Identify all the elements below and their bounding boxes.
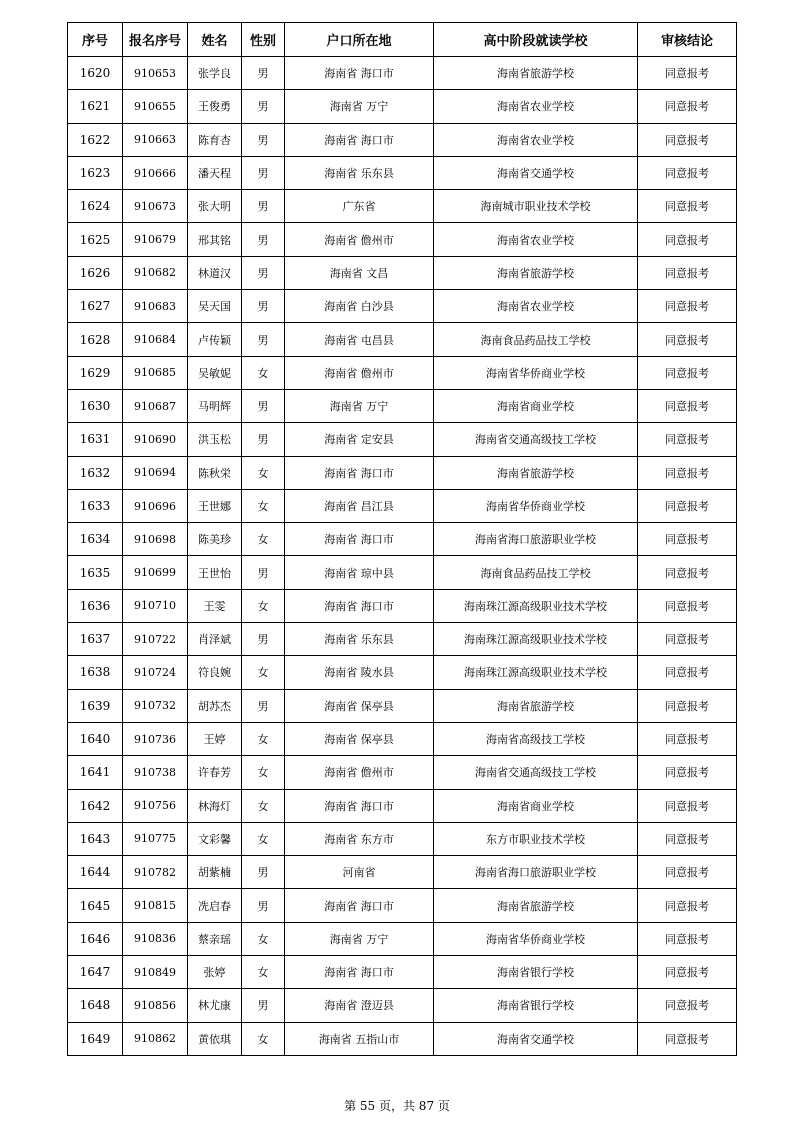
cell-name: 马明辉 (188, 389, 242, 422)
cell-name: 符良婉 (188, 656, 242, 689)
table-row (68, 489, 737, 522)
cell-gender: 女 (242, 922, 285, 955)
header-conclusion: 审核结论 (638, 23, 737, 57)
cell-name: 王雯 (188, 589, 242, 622)
cell-conclusion: 同意报考 (638, 256, 737, 289)
cell-seq: 1648 (68, 989, 123, 1022)
cell-household: 海南省 保亭县 (285, 722, 434, 755)
header-household: 户口所在地 (285, 23, 434, 57)
cell-school: 海南省海口旅游职业学校 (434, 856, 638, 889)
cell-conclusion: 同意报考 (638, 156, 737, 189)
cell-household: 海南省 海口市 (285, 456, 434, 489)
cell-name: 吴天国 (188, 290, 242, 323)
cell-reg-no: 910738 (123, 756, 188, 789)
cell-gender: 女 (242, 589, 285, 622)
cell-conclusion: 同意报考 (638, 623, 737, 656)
cell-seq: 1646 (68, 922, 123, 955)
cell-household: 海南省 万宁 (285, 389, 434, 422)
cell-gender: 男 (242, 323, 285, 356)
cell-gender: 男 (242, 90, 285, 123)
cell-name: 王婷 (188, 722, 242, 755)
cell-household: 海南省 乐东县 (285, 623, 434, 656)
cell-household: 海南省 万宁 (285, 922, 434, 955)
cell-name: 冼启春 (188, 889, 242, 922)
cell-household: 广东省 (285, 190, 434, 223)
cell-gender: 女 (242, 956, 285, 989)
cell-name: 陈美珍 (188, 523, 242, 556)
cell-reg-no: 910653 (123, 57, 188, 90)
cell-reg-no: 910679 (123, 223, 188, 256)
cell-name: 林尤康 (188, 989, 242, 1022)
cell-seq: 1641 (68, 756, 123, 789)
table-row (68, 1022, 737, 1055)
cell-seq: 1635 (68, 556, 123, 589)
cell-seq: 1623 (68, 156, 123, 189)
cell-conclusion: 同意报考 (638, 889, 737, 922)
cell-gender: 女 (242, 656, 285, 689)
cell-conclusion: 同意报考 (638, 989, 737, 1022)
cell-school: 海南省交通高级技工学校 (434, 423, 638, 456)
cell-school: 海南省农业学校 (434, 90, 638, 123)
cell-school: 海南省商业学校 (434, 789, 638, 822)
cell-gender: 男 (242, 190, 285, 223)
cell-name: 蔡亲瑶 (188, 922, 242, 955)
table-row (68, 190, 737, 223)
cell-household: 海南省 琼中县 (285, 556, 434, 589)
cell-school: 海南省银行学校 (434, 956, 638, 989)
cell-gender: 男 (242, 290, 285, 323)
cell-school: 海南珠江源高级职业技术学校 (434, 623, 638, 656)
cell-seq: 1622 (68, 123, 123, 156)
cell-reg-no: 910836 (123, 922, 188, 955)
cell-household: 海南省 儋州市 (285, 356, 434, 389)
cell-name: 王俊勇 (188, 90, 242, 123)
cell-school: 海南省华侨商业学校 (434, 922, 638, 955)
table-row (68, 722, 737, 755)
cell-school: 海南省旅游学校 (434, 256, 638, 289)
cell-gender: 男 (242, 623, 285, 656)
cell-name: 邢其铭 (188, 223, 242, 256)
cell-household: 海南省 定安县 (285, 423, 434, 456)
cell-reg-no: 910698 (123, 523, 188, 556)
cell-conclusion: 同意报考 (638, 389, 737, 422)
cell-household: 海南省 海口市 (285, 789, 434, 822)
cell-reg-no: 910683 (123, 290, 188, 323)
cell-conclusion: 同意报考 (638, 656, 737, 689)
cell-conclusion: 同意报考 (638, 689, 737, 722)
cell-household: 海南省 海口市 (285, 57, 434, 90)
table-row (68, 922, 737, 955)
cell-seq: 1626 (68, 256, 123, 289)
table-row (68, 323, 737, 356)
cell-seq: 1645 (68, 889, 123, 922)
cell-reg-no: 910687 (123, 389, 188, 422)
cell-reg-no: 910663 (123, 123, 188, 156)
cell-name: 卢传颖 (188, 323, 242, 356)
cell-conclusion: 同意报考 (638, 57, 737, 90)
cell-gender: 男 (242, 423, 285, 456)
cell-reg-no: 910775 (123, 822, 188, 855)
cell-seq: 1647 (68, 956, 123, 989)
cell-name: 洪玉松 (188, 423, 242, 456)
cell-seq: 1640 (68, 722, 123, 755)
cell-name: 张大明 (188, 190, 242, 223)
cell-name: 陈秋栄 (188, 456, 242, 489)
cell-conclusion: 同意报考 (638, 123, 737, 156)
cell-gender: 男 (242, 389, 285, 422)
table-row (68, 156, 737, 189)
cell-gender: 女 (242, 756, 285, 789)
cell-conclusion: 同意报考 (638, 589, 737, 622)
cell-seq: 1643 (68, 822, 123, 855)
cell-school: 海南省高级技工学校 (434, 722, 638, 755)
cell-seq: 1633 (68, 489, 123, 522)
cell-household: 海南省 五指山市 (285, 1022, 434, 1055)
cell-seq: 1634 (68, 523, 123, 556)
cell-household: 海南省 屯昌县 (285, 323, 434, 356)
cell-household: 海南省 海口市 (285, 523, 434, 556)
cell-reg-no: 910694 (123, 456, 188, 489)
cell-school: 海南省华侨商业学校 (434, 489, 638, 522)
cell-school: 海南省交通高级技工学校 (434, 756, 638, 789)
cell-reg-no: 910710 (123, 589, 188, 622)
table-row (68, 623, 737, 656)
table-row (68, 689, 737, 722)
cell-name: 胡苏杰 (188, 689, 242, 722)
cell-name: 胡紫楠 (188, 856, 242, 889)
cell-conclusion: 同意报考 (638, 956, 737, 989)
cell-school: 海南省华侨商业学校 (434, 356, 638, 389)
header-school: 高中阶段就读学校 (434, 23, 638, 57)
cell-household: 海南省 乐东县 (285, 156, 434, 189)
cell-seq: 1639 (68, 689, 123, 722)
cell-school: 海南食品药品技工学校 (434, 556, 638, 589)
cell-gender: 男 (242, 889, 285, 922)
cell-household: 海南省 万宁 (285, 90, 434, 123)
cell-household: 海南省 昌江县 (285, 489, 434, 522)
cell-seq: 1632 (68, 456, 123, 489)
cell-reg-no: 910666 (123, 156, 188, 189)
cell-gender: 女 (242, 523, 285, 556)
cell-conclusion: 同意报考 (638, 223, 737, 256)
cell-conclusion: 同意报考 (638, 456, 737, 489)
table-header-row (68, 23, 737, 57)
table-row (68, 822, 737, 855)
cell-conclusion: 同意报考 (638, 523, 737, 556)
cell-gender: 男 (242, 156, 285, 189)
cell-reg-no: 910732 (123, 689, 188, 722)
cell-seq: 1621 (68, 90, 123, 123)
cell-seq: 1631 (68, 423, 123, 456)
cell-household: 海南省 儋州市 (285, 756, 434, 789)
cell-household: 海南省 澄迈县 (285, 989, 434, 1022)
cell-school: 东方市职业技术学校 (434, 822, 638, 855)
cell-seq: 1628 (68, 323, 123, 356)
cell-reg-no: 910685 (123, 356, 188, 389)
cell-conclusion: 同意报考 (638, 856, 737, 889)
cell-gender: 男 (242, 856, 285, 889)
table-row (68, 989, 737, 1022)
cell-reg-no: 910682 (123, 256, 188, 289)
cell-name: 潘天程 (188, 156, 242, 189)
cell-gender: 女 (242, 789, 285, 822)
table-row (68, 756, 737, 789)
cell-name: 陈育杏 (188, 123, 242, 156)
cell-gender: 女 (242, 1022, 285, 1055)
page-number: 第 55 页，共 87 页 (344, 1099, 450, 1113)
cell-household: 海南省 白沙县 (285, 290, 434, 323)
cell-reg-no: 910673 (123, 190, 188, 223)
cell-name: 肖泽斌 (188, 623, 242, 656)
cell-school: 海南城市职业技术学校 (434, 190, 638, 223)
cell-reg-no: 910696 (123, 489, 188, 522)
cell-gender: 男 (242, 689, 285, 722)
header-gender: 性别 (242, 23, 285, 57)
roster-table (67, 22, 737, 1056)
cell-seq: 1625 (68, 223, 123, 256)
cell-gender: 女 (242, 822, 285, 855)
cell-household: 海南省 东方市 (285, 822, 434, 855)
cell-school: 海南食品药品技工学校 (434, 323, 638, 356)
header-reg-no: 报名序号 (123, 23, 188, 57)
cell-conclusion: 同意报考 (638, 290, 737, 323)
cell-name: 文彩馨 (188, 822, 242, 855)
cell-reg-no: 910724 (123, 656, 188, 689)
cell-school: 海南省农业学校 (434, 290, 638, 323)
table-row (68, 556, 737, 589)
cell-school: 海南省旅游学校 (434, 456, 638, 489)
cell-school: 海南省农业学校 (434, 223, 638, 256)
cell-name: 王世娜 (188, 489, 242, 522)
cell-school: 海南省农业学校 (434, 123, 638, 156)
cell-conclusion: 同意报考 (638, 90, 737, 123)
cell-seq: 1627 (68, 290, 123, 323)
cell-name: 王世怡 (188, 556, 242, 589)
cell-conclusion: 同意报考 (638, 789, 737, 822)
table-row (68, 956, 737, 989)
cell-name: 吴敏妮 (188, 356, 242, 389)
table-row (68, 789, 737, 822)
table-row (68, 123, 737, 156)
cell-school: 海南珠江源高级职业技术学校 (434, 656, 638, 689)
cell-household: 海南省 文昌 (285, 256, 434, 289)
cell-household: 海南省 陵水县 (285, 656, 434, 689)
table-row (68, 356, 737, 389)
cell-gender: 男 (242, 256, 285, 289)
cell-reg-no: 910690 (123, 423, 188, 456)
cell-household: 海南省 海口市 (285, 956, 434, 989)
table-row (68, 57, 737, 90)
cell-seq: 1636 (68, 589, 123, 622)
table-row (68, 889, 737, 922)
cell-school: 海南珠江源高级职业技术学校 (434, 589, 638, 622)
cell-school: 海南省交通学校 (434, 156, 638, 189)
table-row (68, 523, 737, 556)
cell-seq: 1629 (68, 356, 123, 389)
cell-conclusion: 同意报考 (638, 822, 737, 855)
cell-gender: 女 (242, 722, 285, 755)
cell-reg-no: 910699 (123, 556, 188, 589)
cell-conclusion: 同意报考 (638, 922, 737, 955)
cell-household: 海南省 海口市 (285, 123, 434, 156)
cell-reg-no: 910849 (123, 956, 188, 989)
cell-name: 许春芳 (188, 756, 242, 789)
header-seq: 序号 (68, 23, 123, 57)
cell-reg-no: 910684 (123, 323, 188, 356)
table-row (68, 656, 737, 689)
cell-household: 海南省 保亭县 (285, 689, 434, 722)
table-row (68, 589, 737, 622)
cell-conclusion: 同意报考 (638, 722, 737, 755)
cell-name: 林道汉 (188, 256, 242, 289)
cell-reg-no: 910862 (123, 1022, 188, 1055)
cell-conclusion: 同意报考 (638, 356, 737, 389)
cell-seq: 1624 (68, 190, 123, 223)
cell-conclusion: 同意报考 (638, 1022, 737, 1055)
cell-reg-no: 910856 (123, 989, 188, 1022)
table-row (68, 456, 737, 489)
table-row (68, 290, 737, 323)
cell-seq: 1620 (68, 57, 123, 90)
cell-conclusion: 同意报考 (638, 423, 737, 456)
table-row (68, 90, 737, 123)
cell-conclusion: 同意报考 (638, 556, 737, 589)
cell-school: 海南省商业学校 (434, 389, 638, 422)
cell-name: 张婷 (188, 956, 242, 989)
cell-seq: 1644 (68, 856, 123, 889)
cell-conclusion: 同意报考 (638, 489, 737, 522)
cell-gender: 女 (242, 356, 285, 389)
cell-gender: 男 (242, 123, 285, 156)
cell-household: 海南省 海口市 (285, 589, 434, 622)
cell-seq: 1649 (68, 1022, 123, 1055)
cell-gender: 男 (242, 989, 285, 1022)
cell-gender: 男 (242, 57, 285, 90)
table-row (68, 256, 737, 289)
cell-seq: 1642 (68, 789, 123, 822)
table-row (68, 389, 737, 422)
cell-household: 海南省 儋州市 (285, 223, 434, 256)
header-name: 姓名 (188, 23, 242, 57)
cell-school: 海南省交通学校 (434, 1022, 638, 1055)
cell-reg-no: 910736 (123, 722, 188, 755)
cell-name: 林海灯 (188, 789, 242, 822)
cell-school: 海南省旅游学校 (434, 689, 638, 722)
cell-seq: 1637 (68, 623, 123, 656)
cell-seq: 1630 (68, 389, 123, 422)
cell-gender: 男 (242, 556, 285, 589)
cell-name: 张学良 (188, 57, 242, 90)
cell-gender: 男 (242, 223, 285, 256)
cell-conclusion: 同意报考 (638, 323, 737, 356)
cell-school: 海南省银行学校 (434, 989, 638, 1022)
cell-household: 河南省 (285, 856, 434, 889)
cell-gender: 女 (242, 456, 285, 489)
cell-conclusion: 同意报考 (638, 756, 737, 789)
cell-seq: 1638 (68, 656, 123, 689)
cell-reg-no: 910655 (123, 90, 188, 123)
cell-reg-no: 910815 (123, 889, 188, 922)
cell-conclusion: 同意报考 (638, 190, 737, 223)
cell-school: 海南省海口旅游职业学校 (434, 523, 638, 556)
table-row (68, 856, 737, 889)
cell-reg-no: 910782 (123, 856, 188, 889)
table-row (68, 423, 737, 456)
table-row (68, 223, 737, 256)
cell-gender: 女 (242, 489, 285, 522)
table-body (68, 57, 737, 1056)
cell-reg-no: 910756 (123, 789, 188, 822)
cell-name: 黄依琪 (188, 1022, 242, 1055)
cell-school: 海南省旅游学校 (434, 57, 638, 90)
cell-reg-no: 910722 (123, 623, 188, 656)
cell-household: 海南省 海口市 (285, 889, 434, 922)
cell-school: 海南省旅游学校 (434, 889, 638, 922)
